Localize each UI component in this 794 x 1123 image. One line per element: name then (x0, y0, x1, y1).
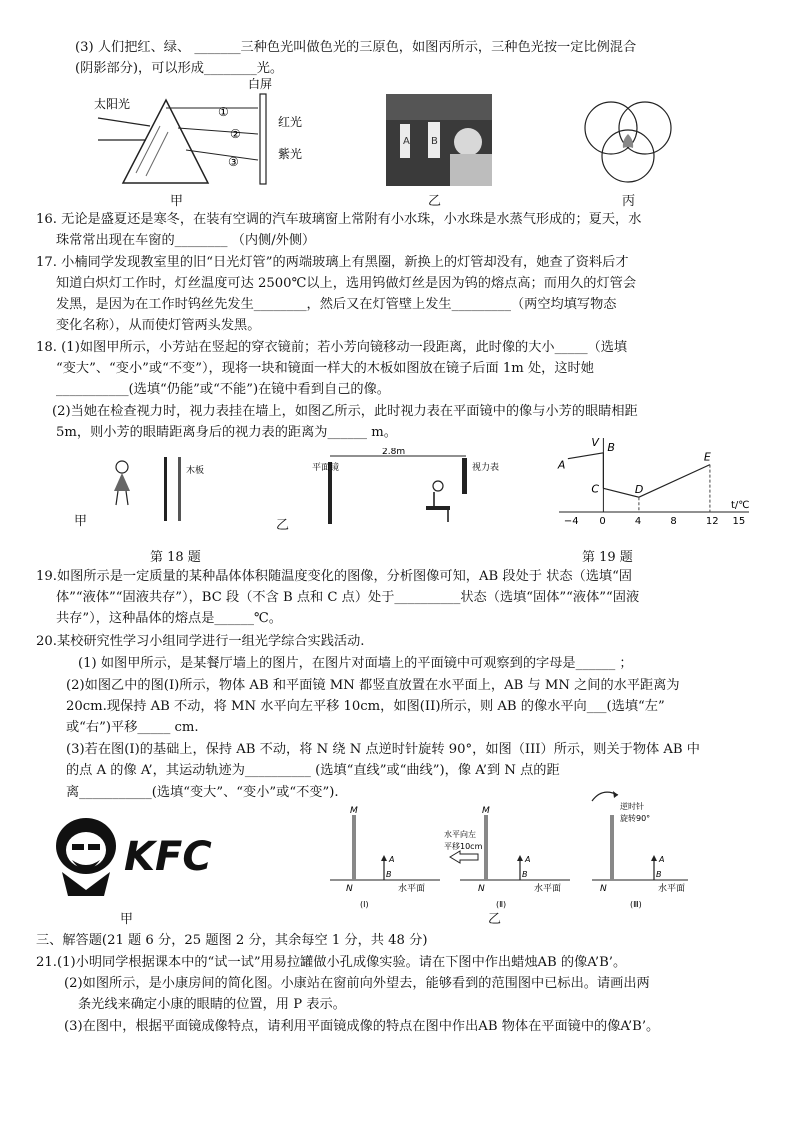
label-m: M (350, 806, 358, 816)
segment-AB (568, 453, 604, 459)
fig15-caption-b: 乙 (428, 194, 442, 209)
plane-mirror-text: 平面镜 (312, 463, 340, 473)
q20-line-6: (3)若在图(I)的基础上，保持 AB 不动，将 N 绕 N 点逆时针旋转 90°，如图（III）所示，则关于物体 AB 中 (66, 742, 700, 757)
q20-line-4: 20cm.现保持 AB 不动，将 MN 水平向左平移 10cm，如图(II)所示，则 AB 的像水平向___(选填“左” (66, 699, 665, 714)
mirror-mn (352, 815, 356, 880)
label-m: M (482, 806, 490, 816)
wood-board-label: 木板 (186, 466, 205, 476)
sunlight-label: 太阳光 (94, 97, 131, 111)
mirror (164, 457, 167, 521)
q20-line-8: 离___________(选填“变大”、“变小”或“不变”). (66, 785, 339, 800)
red-light-label: 红光 (278, 115, 303, 129)
label-b: B (656, 870, 662, 879)
point-label: E (703, 450, 711, 464)
q20-line-5: 或“右”)平移_____ cm. (66, 720, 199, 735)
label-a: A (389, 855, 395, 864)
q17-line-3: 发黑，是因为在工作时钨丝先发生________，然后又在灯管壁上发生_________（两空均填写物态 (56, 297, 617, 312)
q15-line-1: (3) 人们把红、绿、 _______三种色光叫做色光的三原色，如图丙所示，三种色光按一定比例混合 (75, 40, 637, 55)
x-tick-labels (564, 516, 745, 527)
panel-2-label: (Ⅱ) (496, 900, 507, 909)
part3-heading: 三、解答题(21 题 6 分，25 题图 2 分，其余每空 1 分，共 48 分) (36, 933, 428, 948)
q15-line-2: (阴影部分)，可以形成________光。 (75, 61, 284, 76)
person-head (454, 128, 482, 156)
x-axis-label: t/℃ (731, 500, 750, 511)
x-tick-label: 8 (670, 516, 677, 527)
x-tick-label: 12 (705, 516, 719, 527)
label-n: N (600, 884, 607, 894)
distance-label: 2.8m (382, 448, 406, 457)
q17-line-2: 知道白炽灯工作时，灯丝温度可达 2500℃以上，选用钨做灯丝是因为钨的熔点高；而用久的灯管会 (56, 276, 637, 291)
fig15-caption-a: 甲 (170, 194, 184, 209)
q18-line-3: ___________(选填“仍能”或“不能”)在镜中看到自己的像。 (56, 382, 390, 397)
q18-line-5: 5m，则小芳的眼睛距离身后的视力表的距离为______ m。 (56, 425, 397, 440)
x-tick-label: 0 (599, 516, 606, 527)
violet-light-label: 紫光 (278, 147, 303, 161)
mirror-mn (484, 815, 488, 880)
ray-2-label: ② (230, 127, 241, 141)
point-label: A (557, 458, 566, 472)
q19-line-2: 体”“液体”“固液共存”），BC 段（不含 B 点和 C 点）处于__________状态（选填“固体”“液体”“固液 (56, 590, 640, 605)
q20-line-7: 的点 A 的像 A’，其运动轨迹为__________ (选填“直线”或“曲线”)，像 A’到 N 点的距 (66, 763, 560, 778)
girl-dress (114, 473, 130, 491)
volume-temperature-chart (545, 432, 765, 532)
photo-letter-a: A (403, 136, 410, 147)
fig20-caption-a: 甲 (120, 912, 134, 927)
segment-CD (603, 488, 639, 497)
eye-chart (462, 458, 467, 494)
overlap-shaded (623, 134, 633, 148)
panel-3-label: (Ⅲ) (630, 900, 642, 909)
panel-2 (444, 806, 570, 909)
white-screen (260, 94, 266, 184)
photo-letter-b: B (431, 136, 438, 147)
rotate-label-2: 旋转90° (620, 814, 651, 823)
wood-board (178, 457, 181, 521)
eye-chart-figure (300, 448, 500, 528)
kfc-text: KFC (124, 834, 212, 880)
x-tick-label: 15 (732, 516, 746, 527)
q21-line-1: 21.(1)小明同学根据课本中的“试一试”用易拉罐做小孔成像实验。请在下图中作出蜡烛AB 的像A’B’。 (36, 955, 627, 970)
q18-line-4: (2)当她在检查视力时，视力表挂在墙上，如图乙所示，此时视力表在平面镜中的像与小芳的眼睛相距 (52, 404, 638, 419)
ground-label: 水平面 (398, 884, 426, 894)
q18-line-1: 18. (1)如图甲所示，小芳站在竖起的穿衣镜前；若小芳向镜移动一段距离，此时像的大小_____（选填 (36, 340, 628, 355)
move-label-1: 水平向左 (444, 830, 476, 839)
q21-line-4: (3)在图中，根据平面镜成像特点，请利用平面镜成像的特点在图中作出AB 物体在平面镜中的像A’B’。 (64, 1019, 660, 1034)
chair (426, 506, 450, 510)
prism (123, 100, 208, 183)
data-series (557, 441, 711, 512)
q19-line-3: 共存”），这种晶体的熔点是______℃。 (56, 611, 282, 626)
plane-mirror-label (312, 461, 339, 473)
sunlight-ray-top (98, 118, 150, 126)
label-n: N (346, 884, 353, 894)
panel-1-label: (Ⅰ) (360, 900, 369, 909)
fig19-caption: 第 19 题 (582, 550, 633, 565)
eye-chart-label: 视力表 (472, 463, 500, 473)
colonel-tie (62, 872, 110, 896)
q18-line-2: “变大”、“变小”或“不变”），现将一块和镜面一样大的木板如图放在镜子后面 1m 处，这时她 (56, 361, 594, 376)
ray-3-label: ③ (228, 155, 239, 169)
mirror-mn (610, 815, 614, 880)
mirror-girl-figure (100, 455, 240, 525)
fig20-caption-b: 乙 (488, 912, 502, 927)
panel-1 (330, 806, 440, 909)
segment-DE (639, 465, 710, 498)
q17-line-4: 变化名称），从而使灯管两头发黑。 (56, 318, 261, 333)
prism-figure (88, 78, 308, 208)
fig18-caption-b: 乙 (276, 518, 290, 533)
person-head (433, 481, 443, 491)
point-label: D (634, 483, 644, 497)
fig15-caption-c: 丙 (622, 194, 636, 209)
label-a: A (525, 855, 531, 864)
q16-line-2: 珠常常出现在车窗的________ （内侧/外侧） (56, 233, 316, 248)
ground-label: 水平面 (658, 884, 686, 894)
photo-figure (386, 94, 492, 186)
point-label: C (591, 482, 600, 496)
q20-line-2: (1) 如图甲所示，是某餐厅墙上的图片，在图片对面墙上的平面镜中可观察到的字母是______ ； (78, 656, 633, 671)
rotate-label-1: 逆时针 (620, 802, 644, 811)
ray-1-label: ① (218, 105, 229, 119)
label-n: N (478, 884, 485, 894)
point-label: B (607, 440, 615, 454)
mirror-panels-figure (330, 785, 690, 915)
person-body (450, 154, 492, 186)
move-label-2: 平移10cm (444, 842, 483, 851)
white-screen-label: 白屏 (248, 78, 273, 91)
ground-label: 水平面 (534, 884, 562, 894)
girl-head (116, 461, 128, 473)
q21-line-3: 条光线来确定小康的眼睛的位置，用 P 表示。 (78, 997, 346, 1012)
x-tick-label: 4 (634, 516, 642, 527)
q20-line-3: (2)如图乙中的图(I)所示，物体 AB 和平面镜 MN 都竖直放置在水平面上，AB 与 MN 之间的水平距离为 (66, 678, 680, 693)
q16-line-1: 16. 无论是盛夏还是寒冬，在装有空调的汽车玻璃窗上常附有小水珠，小水珠是水蒸气形成的；夏天，水 (36, 212, 642, 227)
label-b: B (386, 870, 392, 879)
q19-line-1: 19.如图所示是一定质量的某种晶体体积随温度变化的图像，分析图像可知，AB 段处于 状态（选填“固 (36, 569, 632, 584)
y-axis-label: V (591, 436, 599, 449)
kfc-logo (48, 810, 258, 905)
left-arrow (450, 851, 478, 863)
label-b: B (522, 870, 528, 879)
label-a: A (659, 855, 665, 864)
q21-line-2: (2)如图所示，是小康房间的简化图。小康站在窗前向外望去，能够看到的范围图中已标出。请画出两 (64, 976, 650, 991)
q20-line-1: 20.某校研究性学习小组同学进行一组光学综合实践活动. (36, 634, 365, 649)
panel-3 (592, 791, 688, 909)
q17-line-1: 17. 小楠同学发现教室里的旧“日光灯管”的两端玻璃上有黑圈，新换上的灯管却没有，她查了资料后才 (36, 255, 629, 270)
three-circles-figure (578, 96, 678, 188)
x-tick-label: −4 (563, 516, 579, 527)
fig18-caption: 第 18 题 (150, 550, 201, 565)
fig18-caption-a: 甲 (74, 514, 88, 529)
